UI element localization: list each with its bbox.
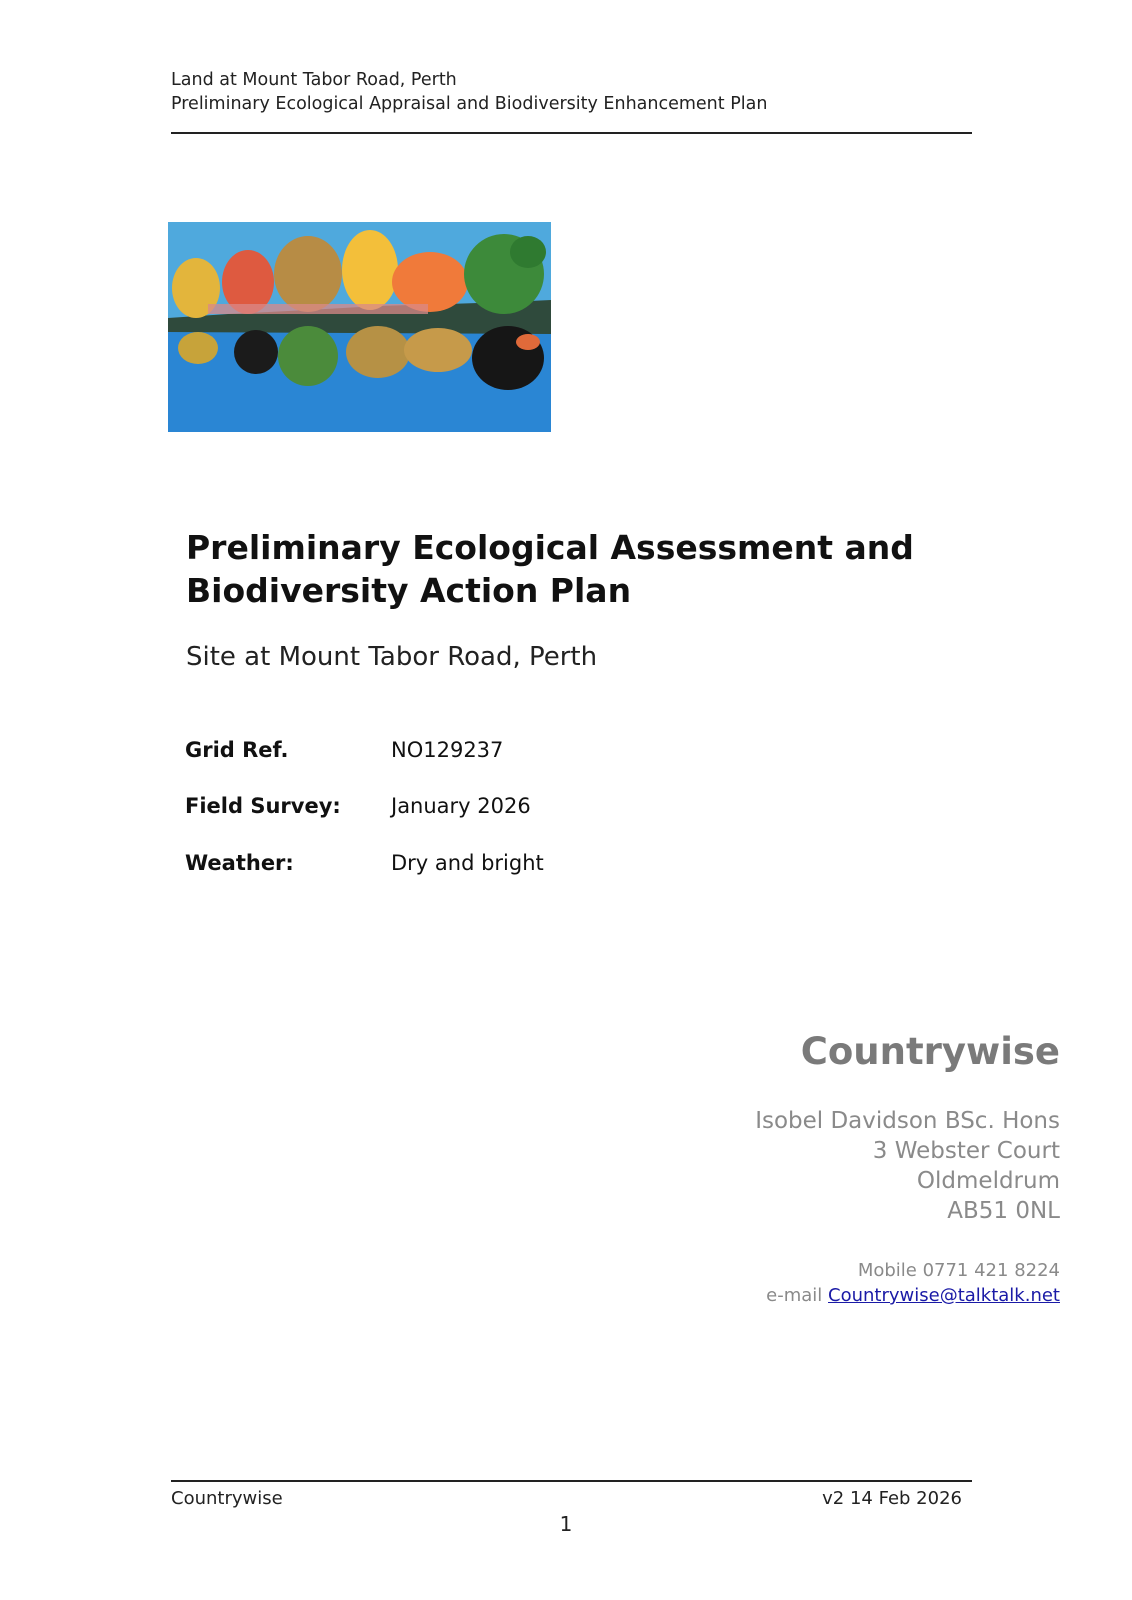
logo-haze	[208, 304, 428, 314]
detail-label: Weather:	[185, 851, 294, 875]
tree-olive	[274, 236, 342, 312]
mobile-number: Mobile 0771 421 8224	[857, 1260, 1060, 1281]
report-title	[186, 526, 946, 612]
company-address	[755, 1106, 1060, 1226]
reflect-yellow	[178, 332, 218, 364]
report-subtitle: Site at Mount Tabor Road, Perth	[186, 642, 598, 672]
header-line-2: Preliminary Ecological Appraisal and Biodiversity Enhancement Plan	[171, 94, 768, 114]
page-number: 1	[559, 1512, 573, 1536]
reflect-olive	[346, 326, 410, 378]
email-prefix: e-mail	[766, 1285, 823, 1306]
reflect-orange	[516, 334, 540, 350]
detail-label: Field Survey:	[185, 794, 341, 818]
header-line-1: Land at Mount Tabor Road, Perth	[171, 70, 457, 90]
address-line: Oldmeldrum	[916, 1168, 1060, 1194]
detail-value: NO129237	[391, 738, 504, 762]
address-line: Isobel Davidson BSc. Hons	[755, 1108, 1060, 1134]
trees-reflection-logo	[168, 222, 551, 432]
reflect-green	[278, 326, 338, 386]
tree-green-back	[510, 236, 546, 268]
address-line: AB51 0NL	[947, 1198, 1060, 1224]
reflect-tan	[404, 328, 472, 372]
tree-orange	[392, 252, 468, 312]
report-title-line-1: Preliminary Ecological Assessment and	[186, 528, 914, 567]
running-header	[171, 68, 767, 116]
company-name: Countrywise	[800, 1030, 1060, 1073]
detail-value: Dry and bright	[391, 851, 544, 875]
detail-label: Grid Ref.	[185, 738, 289, 762]
tree-gold	[342, 230, 398, 310]
email-link[interactable]: Countrywise@talktalk.net	[828, 1285, 1060, 1306]
reflect-dark	[234, 330, 278, 374]
address-line: 3 Webster Court	[872, 1138, 1060, 1164]
footer-company: Countrywise	[171, 1488, 283, 1509]
report-title-line-2: Biodiversity Action Plan	[186, 571, 632, 610]
footer-version: v2 14 Feb 2026	[822, 1488, 962, 1509]
footer-rule	[171, 1480, 972, 1482]
header-rule	[171, 132, 972, 134]
detail-value: January 2026	[391, 794, 531, 818]
contact-block	[766, 1258, 1060, 1308]
email-line	[766, 1283, 1060, 1308]
